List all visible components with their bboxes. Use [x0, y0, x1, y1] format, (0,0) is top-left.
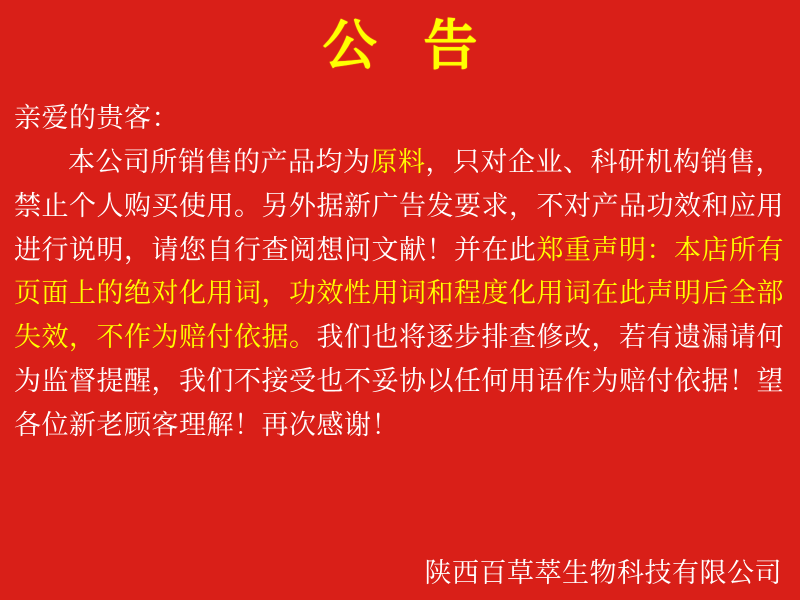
- salutation: 亲爱的贵客：: [14, 103, 179, 135]
- paragraph-segment-2: ，只对企业、科研机构销售，禁止个人购买使用。另外据新广告发要求，不对产品功效和应用进行说明，请您自行查阅想问文献！并在此: [14, 147, 784, 266]
- notice-paragraph: [14, 141, 784, 447]
- highlight-solemn-statement: 郑重声明：本店所有页面上的绝对化用词，功效性用词和程度化用词在此声明后全部失效，不作为赔付依据。: [14, 234, 784, 354]
- paragraph-segment-3: 我们也将逐步排查修改，若有遗漏请何为监督提醒，我们不接受也不妥协以任何用语作为赔付依据！望各位新老顾客理解！再次感谢！: [14, 322, 784, 441]
- company-signature: 陕西百草萃生物科技有限公司: [424, 558, 782, 589]
- notice-body: [0, 75, 800, 447]
- highlight-raw-material: 原料: [370, 147, 426, 179]
- paragraph-segment-1: 本公司所销售的产品均为: [68, 147, 371, 179]
- page-title: 公 告: [322, 14, 492, 77]
